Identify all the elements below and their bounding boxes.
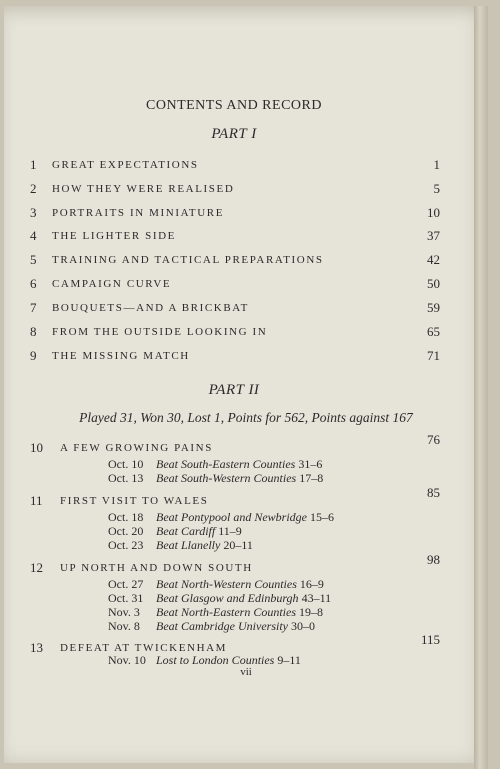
chapter-title: BOUQUETS—AND A BRICKBAT [52,302,249,314]
match-date: Oct. 18 [108,510,144,524]
match-entry [108,591,448,605]
match-score: 30–0 [290,619,315,633]
page-edge [474,6,488,769]
chapter-number: 3 [30,205,37,220]
match-result: Beat Llanelly [156,538,221,552]
match-entry [108,653,448,667]
chapter-page: 76 [427,432,440,447]
chapter-title: THE LIGHTER SIDE [52,230,176,242]
chapter-row [30,348,440,368]
match-score: 16–9 [299,577,324,591]
match-result: Beat Cambridge University [156,619,288,633]
chapter-title: FIRST VISIT TO WALES [60,495,209,507]
match-entry [108,457,448,471]
chapter-page: 5 [433,181,440,196]
match-result: Beat Glasgow and Edinburgh [156,591,299,605]
match-date: Nov. 8 [108,619,140,633]
chapter-row [30,228,440,248]
chapter-number: 5 [30,252,37,267]
chapter-number: 1 [30,157,37,172]
chapter-number: 6 [30,276,37,291]
chapter-page: 59 [427,300,440,315]
chapter-page: 42 [427,252,440,267]
chapter-title: TRAINING AND TACTICAL PREPARATIONS [52,254,324,266]
match-entry [108,538,448,552]
match-entry [108,619,448,633]
chapter-title: THE MISSING MATCH [52,350,190,362]
match-date: Oct. 31 [108,591,144,605]
page-number: vii [240,666,252,678]
match-score: 20–11 [223,538,253,552]
chapter-number: 7 [30,300,37,315]
match-score: 9–11 [277,653,301,667]
match-result: Lost to London Counties [156,653,275,667]
match-result: Beat Cardiff [156,524,216,538]
match-entry [108,471,448,485]
match-score: 15–6 [309,510,334,524]
chapter-page: 115 [420,632,440,647]
match-entry [108,577,448,591]
match-result: Beat South-Eastern Counties [156,457,296,471]
match-date: Nov. 10 [108,653,146,667]
season-record: Played 31, Won 30, Lost 1, Points for 562, Points against 167 [79,410,413,425]
chapter-title: CAMPAIGN CURVE [52,278,172,290]
match-entry [108,524,448,538]
page-title: CONTENTS AND RECORD [146,98,322,113]
chapter-number: 8 [30,324,37,339]
chapter-row [30,205,440,225]
chapter-page: 65 [427,324,440,339]
chapter-title: A FEW GROWING PAINS [60,442,213,454]
match-date: Oct. 10 [108,457,144,471]
chapter-page: 85 [427,485,440,500]
chapter-row [30,181,440,201]
match-score: 31–6 [298,457,323,471]
chapter-title: PORTRAITS IN MINIATURE [52,207,225,219]
match-score: 43–11 [301,591,332,605]
chapter-title: FROM THE OUTSIDE LOOKING IN [52,326,268,338]
match-score: 17–8 [299,471,324,485]
match-result: Beat North-Eastern Counties [156,605,296,619]
match-date: Oct. 23 [108,538,144,552]
chapter-number: 11 [30,493,43,508]
chapter-page: 98 [427,552,440,567]
chapter-row [30,324,440,344]
match-date: Nov. 3 [108,605,140,619]
match-score: 19–8 [299,605,323,619]
chapter-title: UP NORTH AND DOWN SOUTH [60,562,253,574]
chapter-page: 37 [427,228,440,243]
match-result: Beat North-Western Counties [156,577,297,591]
part1-heading: PART I [211,126,257,142]
chapter-number: 9 [30,348,37,363]
match-date: Oct. 20 [108,524,144,538]
chapter-number: 4 [30,228,37,243]
chapter-page: 71 [427,348,440,363]
part2-heading: PART II [208,382,260,398]
match-score: 11–9 [218,524,242,538]
match-result: Beat Pontypool and Newbridge [156,510,307,524]
chapter-number: 2 [30,181,37,196]
chapter-title: DEFEAT AT TWICKENHAM [60,642,228,654]
chapter-row [30,252,440,272]
chapter-row [30,276,440,296]
chapter-page: 1 [433,157,440,172]
match-result: Beat South-Western Counties [156,471,297,485]
chapter-row [30,300,440,320]
book-page [4,6,488,763]
chapter-page: 50 [427,276,440,291]
chapter-number: 13 [30,640,43,655]
chapter-number: 10 [30,440,43,455]
match-date: Oct. 27 [108,577,144,591]
chapter-title: HOW THEY WERE REALISED [52,183,235,195]
chapter-page: 10 [427,205,440,220]
chapter-title: GREAT EXPECTATIONS [52,159,199,171]
match-date: Oct. 13 [108,471,144,485]
match-entry [108,605,448,619]
chapter-number: 12 [30,560,43,575]
match-entry [108,510,448,524]
chapter-row [30,157,440,177]
